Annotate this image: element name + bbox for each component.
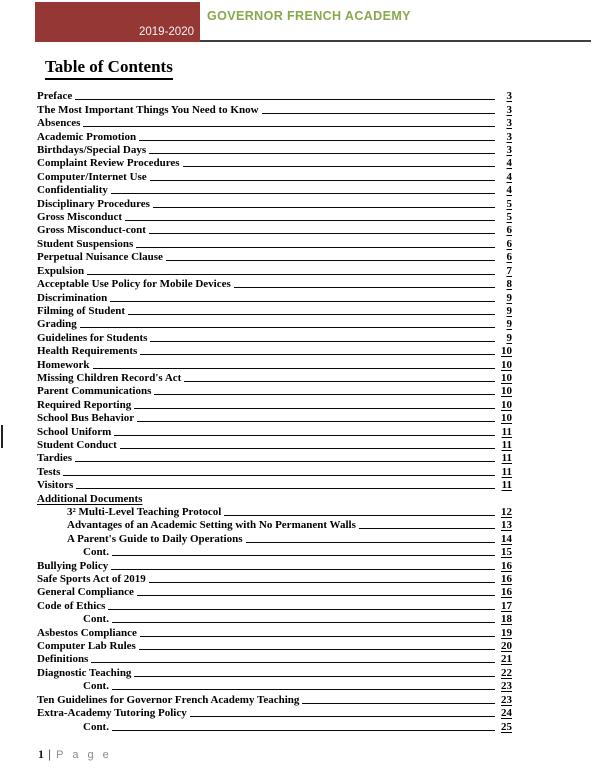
toc-entry <box>37 585 512 598</box>
toc-entry-label: Expulsion <box>37 264 85 277</box>
leader-line <box>134 408 495 409</box>
toc-entry-label: Absences <box>37 117 81 130</box>
toc-entry-page: 11 <box>501 465 512 478</box>
leader-line <box>137 595 495 596</box>
leader-line <box>150 180 495 181</box>
toc-entry-page: 24 <box>501 707 512 720</box>
toc-entry-page: 9 <box>506 304 512 317</box>
footer-page-number: 1 <box>38 747 44 761</box>
leader-line <box>136 247 495 248</box>
toc-entry <box>37 706 512 719</box>
toc-entry-label: A Parent's Guide to Daily Operations <box>67 532 243 545</box>
toc-entry <box>37 639 512 652</box>
toc-entry <box>37 277 512 290</box>
leader-line <box>80 327 495 328</box>
toc-entry-label: Grading <box>37 318 77 331</box>
toc-entry-page: 23 <box>501 680 512 693</box>
page-footer <box>38 747 112 762</box>
toc-entry-label: Preface <box>37 90 73 103</box>
toc-entry-page: 4 <box>506 170 512 183</box>
toc-entry-page: 10 <box>501 398 512 411</box>
toc-entry <box>37 572 512 585</box>
toc-entry <box>37 183 512 196</box>
toc-entry <box>37 89 512 102</box>
leader-line <box>93 368 495 369</box>
toc-entry-page: 11 <box>501 452 512 465</box>
toc-entry <box>37 545 512 558</box>
toc-entry-label: Birthdays/Special Days <box>37 144 147 157</box>
leader-line <box>112 555 495 556</box>
toc-entry-label: Safe Sports Act of 2019 <box>37 573 146 586</box>
toc-entry-label: Definitions <box>37 653 89 666</box>
toc-entry-label: Bullying Policy <box>37 559 109 572</box>
toc-entry-label: Gross Misconduct <box>37 211 123 224</box>
toc-entry <box>37 397 512 410</box>
toc-entry <box>37 196 512 209</box>
toc-list <box>37 89 512 733</box>
leader-line <box>83 126 495 127</box>
leader-line <box>246 542 496 543</box>
toc-entry-page: 11 <box>501 425 512 438</box>
footer-page-word: P a g e <box>56 749 112 761</box>
toc-entry-label: Tardies <box>37 452 73 465</box>
toc-entry-label: Cont. <box>83 613 109 626</box>
toc-entry <box>37 652 512 665</box>
leader-line <box>75 461 495 462</box>
toc-entry-label: Diagnostic Teaching <box>37 666 132 679</box>
toc-entry-page: 22 <box>501 666 512 679</box>
leader-line <box>137 421 495 422</box>
toc-entry-label: Homework <box>37 358 90 371</box>
toc-entry-label: Health Requirements <box>37 345 138 358</box>
header-divider-line <box>200 40 591 42</box>
toc-entry-label: Visitors <box>37 479 74 492</box>
leader-line <box>184 381 495 382</box>
toc-entry-page: 10 <box>501 385 512 398</box>
leader-line <box>234 287 495 288</box>
toc-entry-page: 5 <box>506 197 512 210</box>
toc-entry <box>37 598 512 611</box>
toc-entry-page: 7 <box>506 264 512 277</box>
toc-entry-page: 3 <box>506 130 512 143</box>
toc-entry-label: General Compliance <box>37 586 134 599</box>
toc-entry-label: Code of Ethics <box>37 599 106 612</box>
leader-line <box>63 475 495 476</box>
school-year-label: 2019-2020 <box>139 26 194 38</box>
toc-entry-page: 6 <box>506 224 512 237</box>
leader-line <box>149 153 495 154</box>
leader-line <box>91 662 495 663</box>
toc-entry <box>37 371 512 384</box>
toc-entry <box>37 558 512 571</box>
toc-entry-page: 10 <box>501 371 512 384</box>
toc-entry <box>37 330 512 343</box>
toc-entry-label: Academic Promotion <box>37 130 137 143</box>
toc-entry-page: 10 <box>501 412 512 425</box>
toc-entry-page: 20 <box>501 640 512 653</box>
toc-entry-label: Discrimination <box>37 291 108 304</box>
toc-entry <box>37 384 512 397</box>
school-name-heading: GOVERNOR FRENCH ACADEMY <box>207 9 411 23</box>
toc-entry-page: 23 <box>501 693 512 706</box>
toc-entry-label: Disciplinary Procedures <box>37 197 150 210</box>
leader-line <box>154 394 495 395</box>
toc-entry-page: 5 <box>506 211 512 224</box>
toc-entry-page: 9 <box>506 318 512 331</box>
leader-line <box>108 609 495 610</box>
toc-entry <box>37 290 512 303</box>
leader-line <box>125 220 495 221</box>
toc-entry-label: 3² Multi-Level Teaching Protocol <box>67 506 222 518</box>
toc-entry-label: Perpetual Nuisance Clause <box>37 251 163 264</box>
toc-entry-label: Cont. <box>83 546 109 559</box>
toc-entry <box>37 263 512 276</box>
leader-line <box>111 193 495 194</box>
toc-entry <box>37 692 512 705</box>
toc-entry-page: 16 <box>501 573 512 586</box>
leader-line <box>140 636 495 637</box>
toc-entry <box>37 531 512 544</box>
toc-entry-page: 19 <box>501 626 512 639</box>
toc-entry <box>37 612 512 625</box>
toc-entry-label: School Uniform <box>37 425 112 438</box>
toc-entry-page: 11 <box>501 479 512 492</box>
leader-line <box>75 99 495 100</box>
toc-entry <box>37 223 512 236</box>
toc-entry <box>37 411 512 424</box>
toc-entry <box>37 357 512 370</box>
toc-entry <box>37 679 512 692</box>
toc-entry <box>37 438 512 451</box>
toc-entry-page: 15 <box>501 546 512 559</box>
toc-entry-page: 3 <box>506 144 512 157</box>
toc-entry-page: 18 <box>501 613 512 626</box>
toc-entry <box>37 625 512 638</box>
toc-section-heading <box>37 491 512 504</box>
toc-entry-page: 10 <box>501 358 512 371</box>
toc-entry <box>37 505 512 518</box>
toc-entry-page: 12 <box>501 506 512 518</box>
toc-entry-label: Asbestos Compliance <box>37 626 137 639</box>
toc-entry-label: The Most Important Things You Need to Know <box>37 103 259 116</box>
leader-line <box>150 341 495 342</box>
toc-entry <box>37 478 512 491</box>
leader-line <box>128 314 495 315</box>
toc-entry <box>37 665 512 678</box>
toc-entry <box>37 236 512 249</box>
leader-line <box>153 207 495 208</box>
toc-entry-page: 9 <box>506 291 512 304</box>
left-margin-mark <box>1 425 3 448</box>
leader-line <box>112 689 495 690</box>
toc-entry-label: Complaint Review Procedures <box>37 157 180 170</box>
toc-entry-label: Required Reporting <box>37 398 132 411</box>
toc-entry <box>37 210 512 223</box>
leader-line <box>112 730 495 731</box>
toc-entry-label: Computer Lab Rules <box>37 640 136 653</box>
toc-entry-label: Cont. <box>83 720 109 733</box>
toc-entry-label: School Bus Behavior <box>37 412 135 425</box>
leader-line <box>166 260 495 261</box>
leader-line <box>262 113 495 114</box>
toc-entry-page: 13 <box>501 519 512 532</box>
toc-entry-page: 25 <box>501 720 512 733</box>
header-year-box <box>35 2 200 42</box>
toc-entry-label: Additional Documents <box>37 492 143 505</box>
leader-line <box>183 166 495 167</box>
toc-entry-label: Cont. <box>83 680 109 693</box>
toc-entry-label: Parent Communications <box>37 385 152 398</box>
toc-entry-page: 6 <box>506 251 512 264</box>
leader-line <box>139 140 495 141</box>
toc-entry <box>37 464 512 477</box>
leader-line <box>140 354 495 355</box>
toc-entry-page: 9 <box>506 331 512 344</box>
toc-entry-label: Advantages of an Academic Setting with No Permanent Walls <box>67 519 356 532</box>
leader-line <box>190 716 495 717</box>
toc-entry-page: 3 <box>506 117 512 130</box>
toc-entry-page: 3 <box>506 90 512 103</box>
toc-entry <box>37 719 512 732</box>
leader-line <box>149 233 495 234</box>
toc-entry <box>37 169 512 182</box>
toc-entry-page: 11 <box>501 438 512 451</box>
toc-entry <box>37 250 512 263</box>
toc-entry-page: 21 <box>501 653 512 666</box>
leader-line <box>149 582 495 583</box>
toc-entry <box>37 156 512 169</box>
toc-entry-label: Student Suspensions <box>37 237 134 250</box>
toc-entry-page: 14 <box>501 532 512 545</box>
toc-entry <box>37 424 512 437</box>
leader-line <box>359 528 495 529</box>
toc-entry-label: Filming of Student <box>37 304 126 317</box>
toc-entry <box>37 451 512 464</box>
toc-entry <box>37 518 512 531</box>
toc-entry <box>37 116 512 129</box>
toc-entry-page: 8 <box>506 278 512 291</box>
toc-entry-page: 3 <box>506 103 512 116</box>
toc-entry-label: Student Conduct <box>37 438 117 451</box>
toc-entry-label: Tests <box>37 465 61 478</box>
toc-entry-label: Computer/Internet Use <box>37 170 147 183</box>
leader-line <box>302 703 495 704</box>
toc-entry-label: Missing Children Record's Act <box>37 371 182 384</box>
leader-line <box>112 622 495 623</box>
toc-entry-label: Gross Misconduct-cont <box>37 224 146 237</box>
toc-entry-label: Extra-Academy Tutoring Policy <box>37 707 187 720</box>
leader-line <box>110 301 495 302</box>
leader-line <box>120 448 495 449</box>
toc-entry-label: Acceptable Use Policy for Mobile Devices <box>37 278 231 291</box>
leader-line <box>134 676 495 677</box>
toc-entry <box>37 102 512 115</box>
toc-entry <box>37 143 512 156</box>
toc-entry-label: Guidelines for Students <box>37 331 148 344</box>
toc-entry-page: 16 <box>501 586 512 599</box>
leader-line <box>111 569 495 570</box>
toc-entry-label: Confidentiality <box>37 184 108 197</box>
toc-entry <box>37 317 512 330</box>
leader-line <box>139 649 495 650</box>
leader-line <box>76 488 495 489</box>
leader-line <box>224 515 495 516</box>
toc-entry-page: 16 <box>501 559 512 572</box>
toc-entry <box>37 304 512 317</box>
toc-entry-label: Ten Guidelines for Governor French Academy Teaching <box>37 693 300 706</box>
page-title: Table of Contents <box>45 57 173 80</box>
toc-entry-page: 4 <box>506 184 512 197</box>
toc-entry-page: 10 <box>501 345 512 358</box>
leader-line <box>114 435 495 436</box>
footer-separator: | <box>48 747 52 761</box>
leader-line <box>87 274 495 275</box>
toc-entry-page: 17 <box>501 599 512 612</box>
toc-entry-page: 6 <box>506 237 512 250</box>
toc-entry <box>37 344 512 357</box>
toc-entry <box>37 129 512 142</box>
toc-entry-page: 4 <box>506 157 512 170</box>
